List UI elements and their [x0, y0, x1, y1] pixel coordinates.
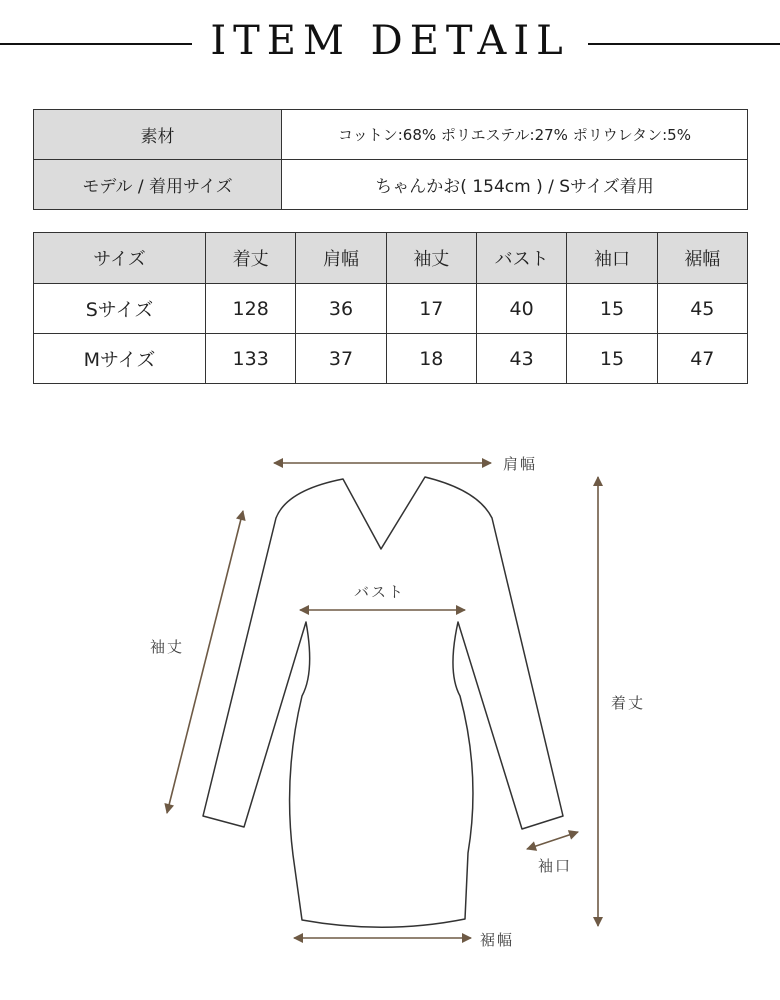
heading-rule-right [588, 43, 780, 45]
page-title: ITEM DETAIL [210, 18, 570, 64]
sleeve-arrow [167, 511, 243, 813]
length-label: 着丈 [611, 694, 646, 712]
size-table [33, 232, 748, 384]
header-length: 着丈 [206, 233, 296, 284]
shoulder-cell: 37 [296, 334, 386, 384]
cuff-cell: 15 [567, 334, 657, 384]
size-name-cell: Sサイズ [34, 284, 206, 334]
sleeve-cell: 18 [386, 334, 476, 384]
bust-cell: 43 [476, 334, 566, 384]
bust-label: バスト [354, 583, 406, 601]
garment-measurement-diagram [0, 420, 780, 1000]
header-shoulder: 肩幅 [296, 233, 386, 284]
material-label: 素材 [34, 110, 282, 160]
dress-outline [203, 477, 563, 927]
header-size: サイズ [34, 233, 206, 284]
model-size-value: ちゃんかお( 154cm ) / Sサイズ着用 [282, 160, 748, 210]
heading-rule-left [0, 43, 192, 45]
hem-cell: 45 [657, 284, 747, 334]
model-size-label: モデル / 着用サイズ [34, 160, 282, 210]
sleeve-label: 袖丈 [150, 638, 185, 656]
header-cuff: 袖口 [567, 233, 657, 284]
hem-label: 裾幅 [480, 931, 515, 949]
header-bust: バスト [476, 233, 566, 284]
table-row [34, 160, 748, 210]
cuff-cell: 15 [567, 284, 657, 334]
header-hem: 裾幅 [657, 233, 747, 284]
section-heading [0, 0, 780, 90]
table-row [34, 284, 748, 334]
material-table [33, 109, 748, 210]
cuff-arrow [527, 832, 578, 849]
shoulder-label: 肩幅 [503, 455, 538, 473]
size-table-header-row [34, 233, 748, 284]
length-cell: 133 [206, 334, 296, 384]
hem-cell: 47 [657, 334, 747, 384]
material-value: コットン:68% ポリエステル:27% ポリウレタン:5% [282, 110, 748, 160]
table-row [34, 334, 748, 384]
table-row [34, 110, 748, 160]
shoulder-cell: 36 [296, 284, 386, 334]
length-cell: 128 [206, 284, 296, 334]
header-sleeve: 袖丈 [386, 233, 476, 284]
sleeve-cell: 17 [386, 284, 476, 334]
cuff-label: 袖口 [538, 857, 573, 875]
size-name-cell: Mサイズ [34, 334, 206, 384]
bust-cell: 40 [476, 284, 566, 334]
